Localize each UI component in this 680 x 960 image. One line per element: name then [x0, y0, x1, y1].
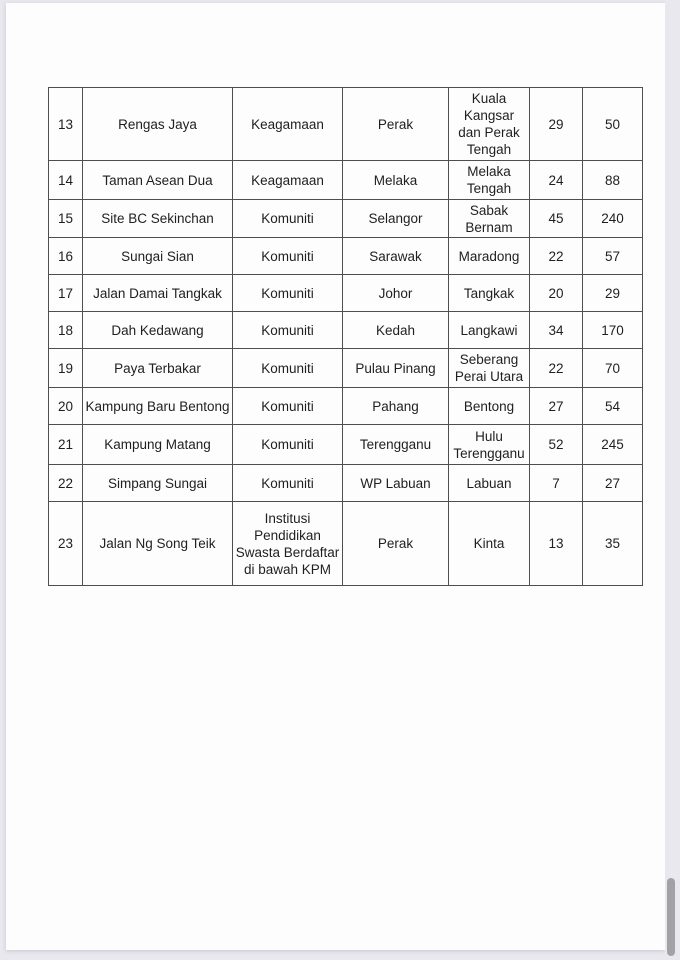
cell-state: Perak — [343, 502, 449, 586]
scrollbar-track[interactable] — [665, 0, 680, 960]
cell-value-2: 35 — [583, 502, 643, 586]
cell-district: Melaka Tengah — [449, 161, 530, 200]
cell-value-1: 52 — [530, 425, 583, 465]
cell-state: Perak — [343, 88, 449, 161]
cell-site-name: Rengas Jaya — [83, 88, 233, 161]
cell-category: Komuniti — [233, 238, 343, 275]
cell-state: WP Labuan — [343, 465, 449, 502]
table-row — [49, 238, 643, 275]
cell-value-2: 29 — [583, 275, 643, 312]
cell-district: Sabak Bernam — [449, 200, 530, 238]
table-row — [49, 275, 643, 312]
cell-value-2: 245 — [583, 425, 643, 465]
cell-category: Komuniti — [233, 312, 343, 349]
cell-value-1: 13 — [530, 502, 583, 586]
cell-category: Komuniti — [233, 200, 343, 238]
cell-value-1: 7 — [530, 465, 583, 502]
cell-row-number: 23 — [49, 502, 83, 586]
cell-value-1: 24 — [530, 161, 583, 200]
document-page — [6, 3, 665, 950]
table-row — [49, 425, 643, 465]
cell-row-number: 21 — [49, 425, 83, 465]
cell-category: Institusi Pendidikan Swasta Berdaftar di bawah KPM — [233, 502, 343, 586]
cell-row-number: 17 — [49, 275, 83, 312]
cell-state: Pahang — [343, 388, 449, 425]
cell-value-1: 20 — [530, 275, 583, 312]
cell-row-number: 22 — [49, 465, 83, 502]
cell-district: Labuan — [449, 465, 530, 502]
cell-site-name: Paya Terbakar — [83, 349, 233, 388]
cell-row-number: 18 — [49, 312, 83, 349]
cell-site-name: Kampung Matang — [83, 425, 233, 465]
table-row — [49, 200, 643, 238]
cell-site-name: Sungai Sian — [83, 238, 233, 275]
cell-category: Keagamaan — [233, 161, 343, 200]
cell-row-number: 15 — [49, 200, 83, 238]
table-body — [49, 88, 643, 586]
cell-state: Selangor — [343, 200, 449, 238]
cell-state: Sarawak — [343, 238, 449, 275]
scrollbar-thumb[interactable] — [667, 878, 675, 956]
cell-state: Pulau Pinang — [343, 349, 449, 388]
table-row — [49, 88, 643, 161]
cell-value-1: 22 — [530, 349, 583, 388]
cell-value-2: 170 — [583, 312, 643, 349]
table-row — [49, 161, 643, 200]
cell-site-name: Site BC Sekinchan — [83, 200, 233, 238]
cell-value-2: 88 — [583, 161, 643, 200]
cell-site-name: Taman Asean Dua — [83, 161, 233, 200]
cell-site-name: Kampung Baru Bentong — [83, 388, 233, 425]
table-row — [49, 388, 643, 425]
cell-site-name: Dah Kedawang — [83, 312, 233, 349]
table-row — [49, 502, 643, 586]
cell-site-name: Jalan Damai Tangkak — [83, 275, 233, 312]
cell-value-1: 45 — [530, 200, 583, 238]
data-table — [48, 87, 643, 586]
cell-district: Langkawi — [449, 312, 530, 349]
cell-row-number: 19 — [49, 349, 83, 388]
cell-district: Seberang Perai Utara — [449, 349, 530, 388]
cell-state: Kedah — [343, 312, 449, 349]
cell-category: Komuniti — [233, 349, 343, 388]
cell-category: Komuniti — [233, 465, 343, 502]
cell-row-number: 13 — [49, 88, 83, 161]
table-row — [49, 349, 643, 388]
cell-category: Komuniti — [233, 275, 343, 312]
cell-value-1: 34 — [530, 312, 583, 349]
cell-row-number: 16 — [49, 238, 83, 275]
table-row — [49, 312, 643, 349]
cell-state: Terengganu — [343, 425, 449, 465]
cell-category: Komuniti — [233, 388, 343, 425]
cell-value-2: 50 — [583, 88, 643, 161]
cell-district: Tangkak — [449, 275, 530, 312]
cell-site-name: Simpang Sungai — [83, 465, 233, 502]
cell-value-1: 27 — [530, 388, 583, 425]
cell-district: Maradong — [449, 238, 530, 275]
cell-value-2: 54 — [583, 388, 643, 425]
cell-district: Kuala Kangsar dan Perak Tengah — [449, 88, 530, 161]
cell-value-2: 240 — [583, 200, 643, 238]
cell-state: Melaka — [343, 161, 449, 200]
cell-state: Johor — [343, 275, 449, 312]
cell-category: Komuniti — [233, 425, 343, 465]
cell-value-1: 22 — [530, 238, 583, 275]
cell-site-name: Jalan Ng Song Teik — [83, 502, 233, 586]
cell-row-number: 20 — [49, 388, 83, 425]
cell-row-number: 14 — [49, 161, 83, 200]
cell-district: Bentong — [449, 388, 530, 425]
cell-value-2: 27 — [583, 465, 643, 502]
cell-value-2: 70 — [583, 349, 643, 388]
cell-category: Keagamaan — [233, 88, 343, 161]
table-row — [49, 465, 643, 502]
cell-district: Hulu Terengganu — [449, 425, 530, 465]
cell-district: Kinta — [449, 502, 530, 586]
cell-value-2: 57 — [583, 238, 643, 275]
cell-value-1: 29 — [530, 88, 583, 161]
